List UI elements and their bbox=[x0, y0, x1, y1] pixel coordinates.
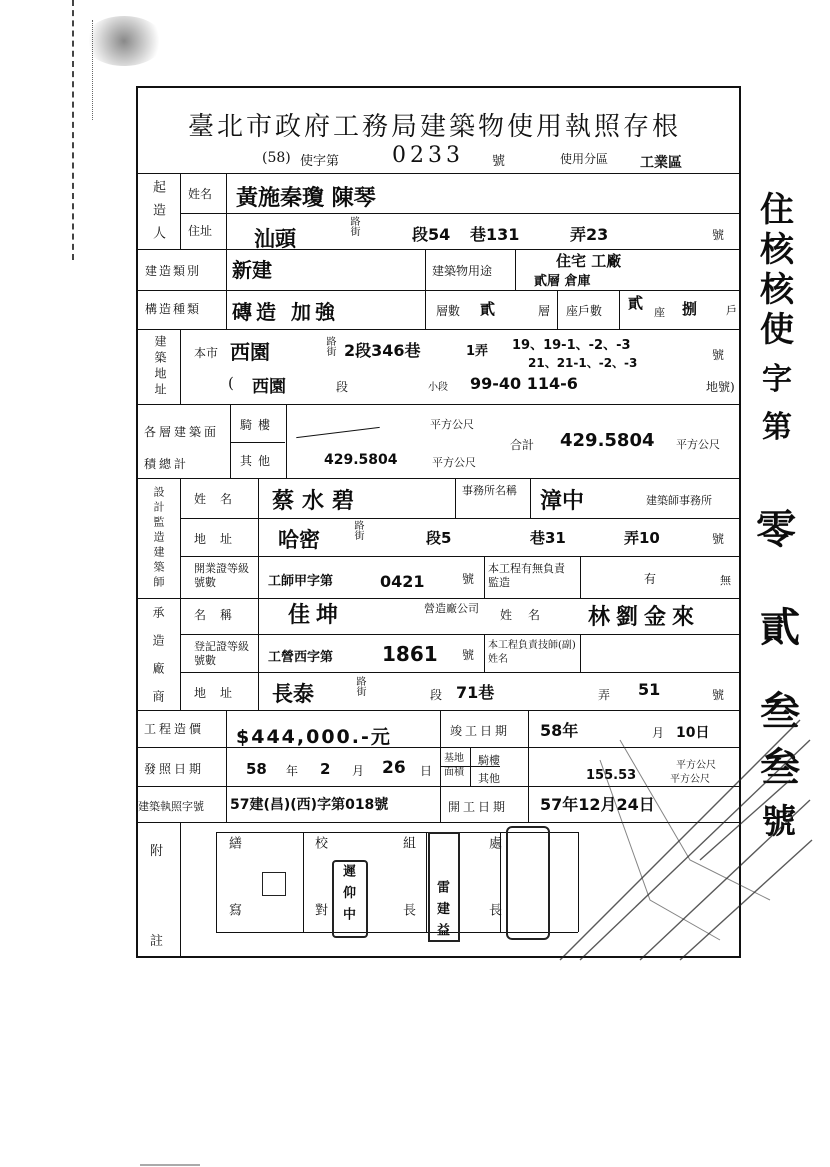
applicant-addr-road: 汕頭 bbox=[254, 227, 296, 251]
issue-label: 發照日期 bbox=[144, 762, 205, 776]
binder-line-2 bbox=[92, 20, 93, 120]
designer-addr-label: 地址 bbox=[194, 532, 247, 546]
director-seal bbox=[506, 826, 550, 940]
rule bbox=[226, 710, 227, 822]
issue-year-unit: 年 bbox=[286, 764, 299, 778]
location-section-label: 建築地址 bbox=[153, 335, 167, 399]
remarks-label-bottom: 註 bbox=[150, 934, 164, 949]
designer-section-label: 設計監造建築師 bbox=[152, 486, 165, 591]
applicant-addr-lane: 巷131 bbox=[470, 225, 520, 244]
page-title: 臺北市政府工務局建築物使用執照存根 bbox=[188, 112, 682, 142]
contractor-reg-suffix: 號 bbox=[462, 648, 475, 662]
rule bbox=[286, 404, 287, 478]
issue-month-unit: 月 bbox=[352, 764, 365, 778]
rule bbox=[258, 478, 259, 710]
margin-char: 住 bbox=[760, 190, 794, 230]
road-label: 路街 bbox=[348, 216, 359, 236]
start-value: 57年12月24日 bbox=[540, 795, 655, 814]
construction-type-value: 新建 bbox=[232, 258, 272, 282]
contractor-sign-label: 本工程負責技師(副)姓名 bbox=[488, 640, 576, 665]
rule bbox=[180, 556, 741, 557]
contractor-road-label: 路街 bbox=[354, 676, 365, 696]
location-alley: 1弄 bbox=[466, 344, 489, 359]
responsible-suffix: 無 bbox=[720, 574, 731, 587]
remarks-label-top: 附 bbox=[150, 844, 164, 859]
total-area-value: 429.5804 bbox=[560, 430, 655, 451]
applicant-addr-label: 住址 bbox=[188, 224, 213, 238]
rule bbox=[180, 672, 741, 673]
location-numbers-1: 19、19-1、-2、-3 bbox=[512, 338, 631, 353]
applicant-addr-section: 段54 bbox=[412, 225, 451, 244]
location-section-lane: 2段346巷 bbox=[344, 341, 421, 360]
contractor-person-value: 林劉金來 bbox=[588, 605, 701, 630]
designer-addr-suffix: 號 bbox=[712, 532, 725, 546]
floors-value: 貳 bbox=[480, 300, 496, 318]
margin-stamp bbox=[738, 170, 818, 970]
location-numbers-2: 21、21-1、-2、-3 bbox=[528, 356, 638, 370]
margin-char: 核 bbox=[760, 270, 794, 310]
rule bbox=[226, 249, 227, 329]
rule bbox=[180, 478, 181, 710]
construction-type-label: 建造類別 bbox=[145, 264, 202, 278]
rule bbox=[578, 832, 579, 932]
permit-number: 0233 bbox=[392, 143, 464, 168]
rule bbox=[230, 404, 231, 478]
lot-open: ( bbox=[228, 374, 234, 392]
rule bbox=[557, 290, 558, 329]
rule bbox=[216, 832, 217, 932]
other-area-label: 其他 bbox=[240, 454, 277, 468]
binder-line bbox=[72, 0, 74, 260]
applicant-section-label: 起造人 bbox=[150, 180, 165, 249]
base-arcade-label: 騎樓 bbox=[478, 754, 500, 767]
rule bbox=[136, 404, 741, 405]
contractor-name-label: 名稱 bbox=[194, 608, 247, 622]
margin-char: 使 bbox=[760, 310, 794, 350]
rule bbox=[180, 213, 741, 214]
zone-label: 使用分區 bbox=[560, 152, 609, 166]
rule bbox=[426, 832, 427, 932]
building-use-label: 建築物用途 bbox=[432, 264, 493, 278]
responsible-label: 本工程有無負責監造 bbox=[488, 562, 565, 589]
rule bbox=[580, 634, 581, 672]
completion-month: 月 bbox=[652, 726, 665, 740]
rule bbox=[515, 249, 516, 290]
designer-road-label: 路街 bbox=[352, 520, 363, 540]
lot-subsection-label: 小段 bbox=[428, 382, 448, 393]
rule bbox=[230, 442, 285, 443]
completion-label: 竣工日期 bbox=[450, 724, 511, 738]
lot-suffix: 地號) bbox=[706, 380, 735, 394]
contractor-reg-value: 1861 bbox=[382, 642, 438, 666]
households-label: 座戶數 bbox=[566, 304, 603, 318]
rule bbox=[226, 173, 227, 249]
designer-name-value: 蔡水碧 bbox=[272, 489, 363, 514]
base-other-label: 其他 bbox=[478, 772, 500, 785]
base-unit-2: 平方公尺 bbox=[670, 774, 710, 785]
contractor-reg-label: 登記證等級號數 bbox=[194, 640, 249, 667]
rule bbox=[180, 518, 741, 519]
use-label: 使字第 bbox=[300, 154, 340, 169]
license-value: 0421 bbox=[380, 572, 425, 591]
rule bbox=[136, 598, 741, 599]
rule bbox=[180, 634, 741, 635]
rule bbox=[619, 290, 620, 329]
completion-year: 58年 bbox=[540, 721, 579, 740]
margin-char: 號 bbox=[762, 802, 796, 842]
margin-char: 核 bbox=[760, 230, 794, 270]
designer-addr-road: 哈密 bbox=[278, 528, 320, 552]
floors-unit: 層 bbox=[538, 304, 551, 318]
remarks-col-proof: 校對 bbox=[312, 836, 327, 970]
margin-char: 字 bbox=[762, 362, 792, 397]
number-suffix: 號 bbox=[492, 154, 506, 169]
scan-smudge bbox=[84, 16, 164, 66]
permit-label: 建築執照字號 bbox=[138, 800, 204, 813]
applicant-name-label: 姓名 bbox=[188, 187, 213, 201]
contractor-addr-number: 51 bbox=[638, 680, 661, 699]
arcade-label: 騎樓 bbox=[240, 418, 277, 432]
issue-day: 26 bbox=[382, 758, 406, 778]
issue-day-unit: 日 bbox=[420, 764, 433, 778]
total-area-label: 合計 bbox=[510, 438, 535, 452]
permit-year: (58) bbox=[262, 150, 291, 166]
rule bbox=[136, 822, 741, 823]
section-chief-seal-text: 雷 建 益 bbox=[434, 880, 449, 939]
responsible-value: 有 bbox=[644, 572, 657, 586]
rule bbox=[303, 832, 304, 932]
lot-numbers: 99-40 114-6 bbox=[470, 374, 578, 393]
contractor-reg-prefix: 工營西字第 bbox=[268, 650, 334, 665]
designer-office-label: 事務所名稱 bbox=[462, 484, 517, 497]
start-label: 開工日期 bbox=[448, 800, 509, 814]
designer-office-suffix: 建築師事務所 bbox=[646, 494, 712, 507]
contractor-addr-lane: 71巷 bbox=[456, 683, 495, 702]
floors-label: 層數 bbox=[436, 304, 461, 318]
license-suffix: 號 bbox=[462, 572, 475, 586]
remarks-col-chief: 組長 bbox=[400, 836, 415, 970]
remarks-col-director: 處長 bbox=[486, 836, 501, 970]
rule bbox=[455, 478, 456, 518]
rule bbox=[180, 173, 181, 249]
rule bbox=[180, 329, 181, 404]
rule bbox=[530, 478, 531, 518]
margin-char: 零 bbox=[756, 507, 796, 553]
households-value-2: 捌 bbox=[682, 300, 698, 318]
contractor-section-label-2: 段 bbox=[430, 688, 443, 702]
rule bbox=[484, 556, 485, 598]
margin-char: 叁 bbox=[760, 689, 800, 735]
contractor-addr-label: 地址 bbox=[194, 686, 247, 700]
designer-name-label: 姓名 bbox=[194, 492, 247, 506]
license-prefix: 工師甲字第 bbox=[268, 574, 334, 589]
contractor-company-label: 營造廠公司 bbox=[424, 602, 479, 615]
location-road-label: 路街 bbox=[324, 336, 335, 356]
rule bbox=[425, 290, 426, 329]
designer-addr-lane: 巷31 bbox=[530, 529, 566, 547]
lot-section-label: 段 bbox=[336, 380, 349, 394]
lot-district: 西園 bbox=[252, 377, 286, 397]
structure-type-label: 構造種類 bbox=[145, 302, 202, 316]
rule bbox=[180, 822, 181, 958]
issue-year: 58 bbox=[246, 760, 267, 778]
remarks-col-clerk: 繕寫 bbox=[226, 836, 241, 970]
license-label: 開業證等級號數 bbox=[194, 562, 249, 589]
cost-label: 工程造價 bbox=[144, 722, 205, 736]
rule bbox=[136, 478, 741, 479]
proofreader-seal-text: 遲 仰 中 bbox=[340, 864, 355, 923]
applicant-addr-suffix: 號 bbox=[712, 228, 725, 242]
arcade-unit: 平方公尺 bbox=[430, 418, 474, 431]
location-city-label: 本市 bbox=[194, 346, 219, 360]
margin-char: 貳 bbox=[760, 605, 800, 651]
rule bbox=[136, 329, 741, 330]
permit-value: 57建(昌)(西)字第018號 bbox=[230, 797, 389, 813]
contractor-addr-road: 長泰 bbox=[272, 682, 314, 706]
base-value: 155.53 bbox=[586, 768, 637, 783]
households-unit: 座 bbox=[654, 306, 665, 319]
rule bbox=[484, 634, 485, 672]
households-unit-2: 戶 bbox=[726, 304, 737, 317]
margin-char: 第 bbox=[762, 410, 792, 445]
building-use-value: 住宅 工廠 bbox=[556, 252, 622, 270]
cost-value: $444,000.-元 bbox=[236, 726, 392, 748]
location-suffix: 號 bbox=[712, 348, 725, 362]
zone-value: 工業區 bbox=[640, 155, 682, 171]
applicant-name-value: 黃施秦瓊 陳琴 bbox=[236, 186, 376, 211]
households-value: 貳 bbox=[628, 294, 644, 312]
contractor-section-label: 承造廠商 bbox=[151, 606, 165, 718]
designer-addr-section: 段5 bbox=[426, 529, 452, 547]
location-district: 西園 bbox=[230, 340, 270, 364]
total-area-unit: 平方公尺 bbox=[676, 438, 720, 451]
rule bbox=[440, 710, 441, 822]
rule bbox=[580, 556, 581, 598]
rule bbox=[470, 747, 471, 786]
structure-type-value: 磚造 加強 bbox=[232, 300, 339, 324]
completion-day: 10日 bbox=[676, 725, 710, 741]
contractor-person-label: 姓名 bbox=[500, 608, 557, 622]
clerk-seal bbox=[262, 872, 286, 896]
contractor-addr-suffix: 號 bbox=[712, 688, 725, 702]
margin-char: 叁 bbox=[760, 745, 800, 791]
rule bbox=[425, 249, 426, 290]
designer-office-value: 漳中 bbox=[540, 489, 585, 514]
other-area-unit: 平方公尺 bbox=[432, 456, 476, 469]
area-section-label: 各層建築面積總計 bbox=[144, 425, 220, 471]
contractor-name-value: 佳坤 bbox=[288, 603, 345, 628]
building-use-value-2: 貳層 倉庫 bbox=[534, 274, 591, 289]
contractor-alley-label: 弄 bbox=[598, 688, 611, 702]
applicant-addr-alley: 弄23 bbox=[570, 225, 609, 244]
base-unit-1: 平方公尺 bbox=[676, 760, 716, 771]
other-area-value: 429.5804 bbox=[324, 452, 398, 468]
designer-addr-alley: 弄10 bbox=[624, 529, 660, 547]
issue-month: 2 bbox=[320, 760, 331, 778]
rule bbox=[528, 710, 529, 822]
base-area-label: 基地面積 bbox=[444, 753, 464, 778]
